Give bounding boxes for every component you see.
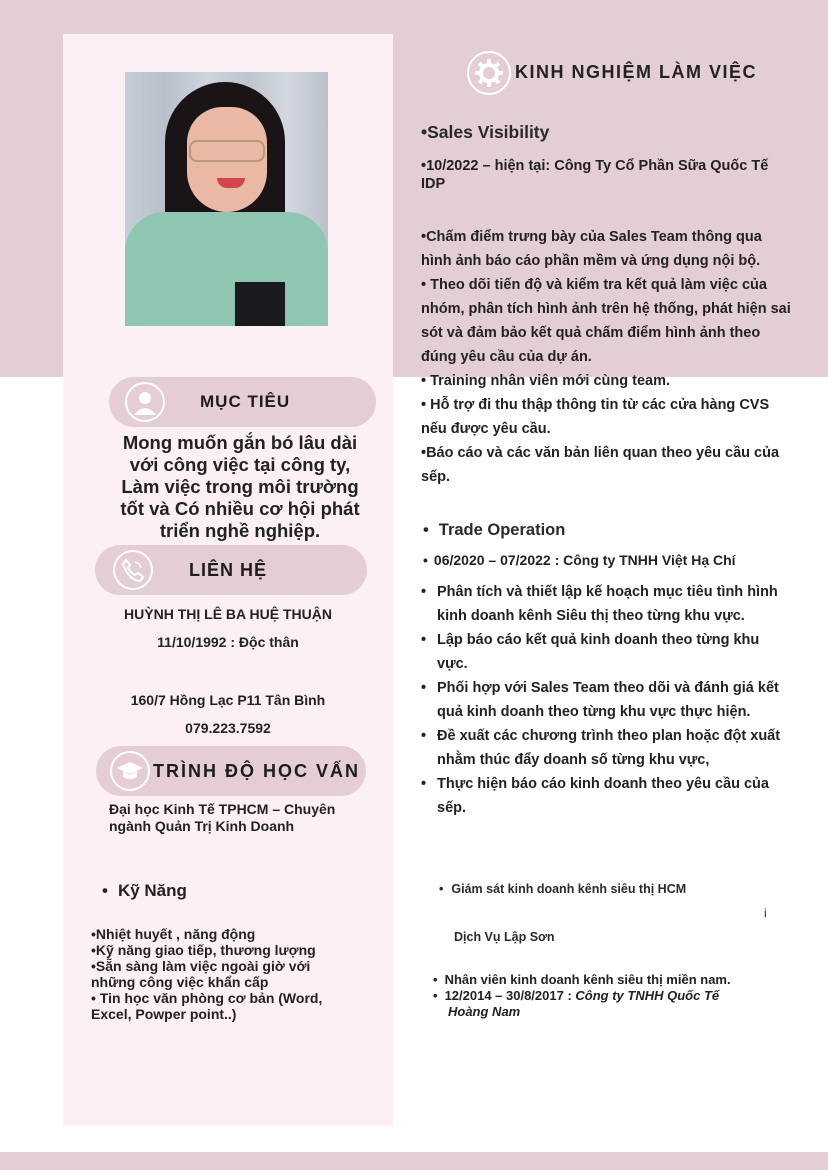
job2-duties: [421, 580, 821, 820]
job2-period: • 06/2020 – 07/2022 : Công ty TNHH Việt Hạ Chí: [423, 552, 736, 568]
job3-company: Dịch Vụ Lập Sơn: [454, 930, 555, 944]
list-item: • Phối hợp với Sales Team theo dõi và đánh giá kết quả kinh doanh theo từng khu vực thực hiện.: [421, 676, 821, 724]
job3-role: • Giám sát kinh doanh kênh siêu thị HCM: [439, 882, 687, 896]
skills-list: •Nhiệt huyết , năng động •Kỹ năng giao tiếp, thương lượng •Sẵn sàng làm việc ngoài giờ với những công việc khẩn cấp • Tin học văn phòng cơ bản (Word, Excel, Powper point..): [91, 926, 323, 1022]
job2-role: • Trade Operation: [423, 521, 566, 539]
objective-title: MỤC TIÊU: [200, 392, 291, 411]
list-item: • Phân tích và thiết lập kế hoạch mục tiêu tình hình kinh doanh kênh Siêu thị theo từng khu vực.: [421, 580, 821, 628]
contact-title: LIÊN HỆ: [189, 560, 268, 580]
profile-photo: [125, 72, 328, 326]
gear-icon: [467, 51, 511, 95]
objective-text: Mong muốn gắn bó lâu dài với công việc tại công ty, Làm việc trong môi trường tốt và Có nhiều cơ hội phát triển nghề nghiệp.: [120, 432, 360, 541]
job1-period: •10/2022 – hiện tại: Công Ty Cổ Phần Sữa Quốc Tế IDP: [421, 158, 769, 192]
list-item: • Đề xuất các chương trình theo plan hoặc đột xuất nhằm thúc đẩy doanh số từng khu vực,: [421, 724, 821, 772]
list-item: • Lập báo cáo kết quả kinh doanh theo từng khu vực.: [421, 628, 821, 676]
graduation-cap-icon: [110, 751, 150, 791]
phone-icon: [113, 550, 153, 590]
stray-char: i: [764, 906, 767, 920]
objective-header: [109, 377, 376, 427]
contact-phone[interactable]: 079.223.7592: [185, 720, 271, 736]
skills-title: • Kỹ Năng: [102, 881, 187, 900]
job1-duties: •Chấm điểm trưng bày của Sales Team thông qua hình ảnh báo cáo phần mềm và ứng dụng nội bộ. • Theo dõi tiến độ và kiểm tra kết quả làm việc của nhóm, phân tích hình ảnh trên hệ thống, phát hiện sai sót và đảm bảo kết quả chấm điểm hình ảnh theo đúng yêu cầu của dự án. • Training nhân viên mới cùng team. • Hỗ trợ đi thu thập thông tin từ các cửa hàng CVS nếu được yêu cầu. •Báo cáo và các văn bản liên quan theo yêu cầu của sếp.: [421, 229, 791, 485]
contact-name: HUỲNH THỊ LÊ BA HUỆ THUẬN: [124, 606, 332, 622]
contact-header: [95, 545, 367, 595]
education-title: TRÌNH ĐỘ HỌC VẤN: [153, 761, 360, 781]
contact-dob: 11/10/1992 : Độc thân: [157, 634, 299, 650]
footer-band: [0, 1152, 828, 1170]
education-header: [96, 746, 366, 796]
contact-address: 160/7 Hồng Lạc P11 Tân Bình: [130, 692, 326, 708]
job1-role: •Sales Visibility: [421, 122, 550, 142]
education-text: Đại học Kinh Tế TPHCM – Chuyên ngành Quản Trị Kinh Doanh: [109, 801, 336, 834]
job4: • Nhân viên kinh doanh kênh siêu thị miền nam. • 12/2014 – 30/8/2017 : Công ty TNHH Quốc Tế Hoàng Nam: [433, 972, 731, 1019]
experience-title: KINH NGHIỆM LÀM VIỆC: [515, 62, 758, 82]
user-icon: [125, 382, 165, 422]
list-item: • Thực hiện báo cáo kinh doanh theo yêu cầu của sếp.: [421, 772, 821, 820]
